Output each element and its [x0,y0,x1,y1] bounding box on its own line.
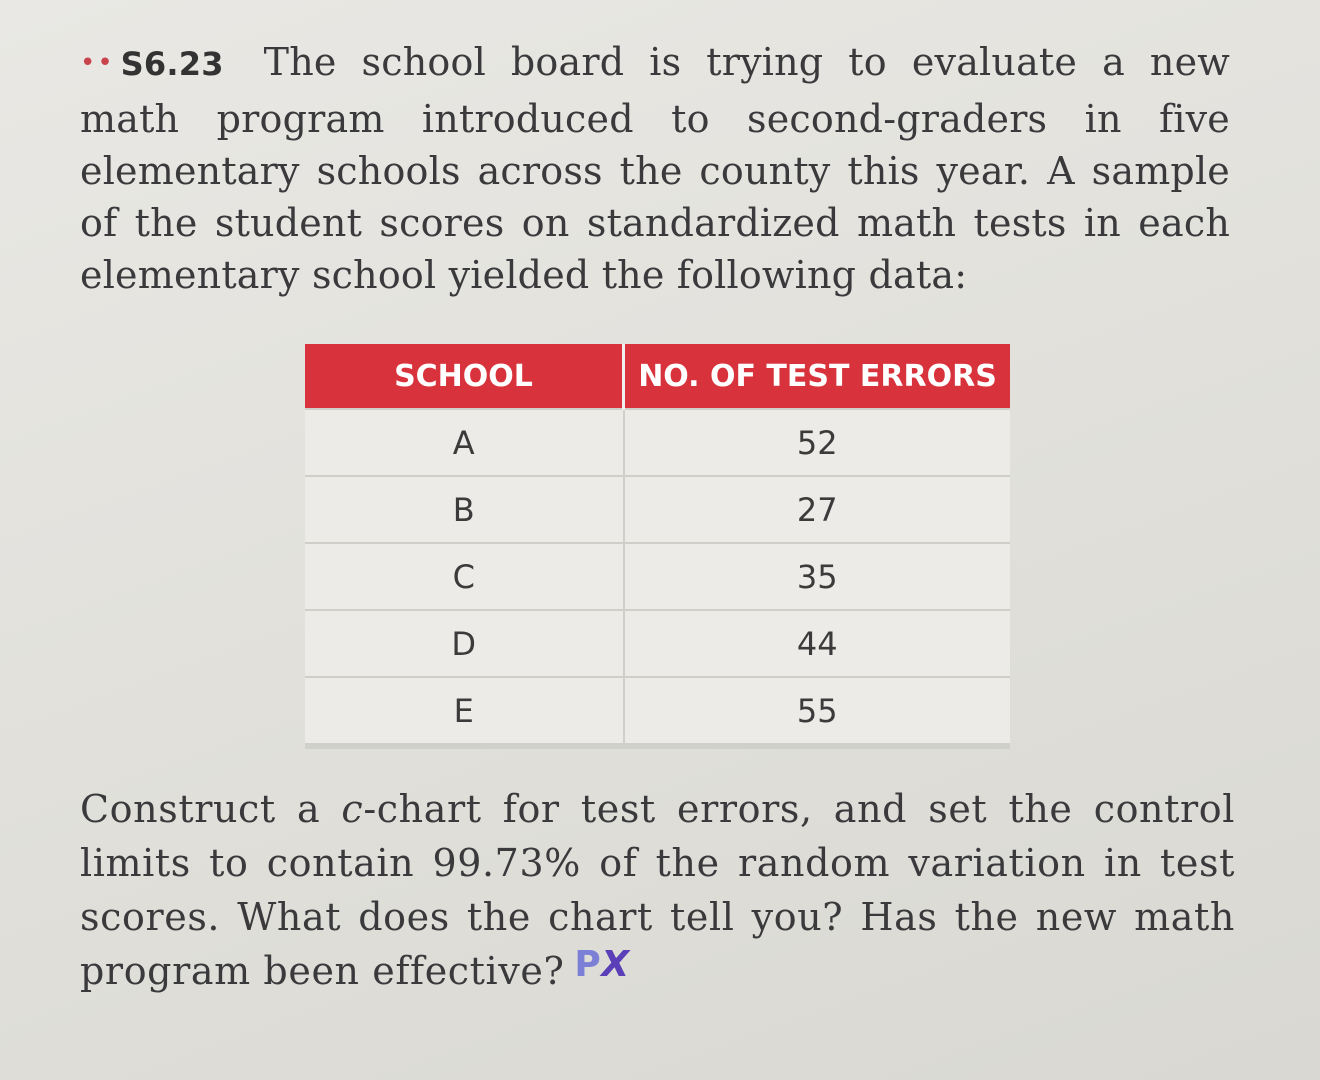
px-icon-x: X [601,944,630,985]
problem-text: The school board is trying to evaluate a new math program introduced to second-graders in five elementary schools across the county this year. A sample of the student scores on standardized math tests in each elementary school yielded the following data: [80,40,1230,297]
cell-errors: 55 [624,677,1011,743]
table-row [305,677,1010,743]
cell-errors: 35 [624,543,1011,610]
px-icon[interactable] [574,944,629,985]
question-text-after: -chart for test errors, and set the control limits to contain 99.73% of the random variation in test scores. What does the chart tell you? Has the new math program been effective? [80,787,1236,993]
question-text [80,782,1235,1000]
header-test-errors: NO. OF TEST ERRORS [624,344,1011,409]
table-row [305,409,1010,476]
table-row [305,476,1010,543]
header-school: SCHOOL [305,344,624,409]
table-header-row [305,344,1010,409]
difficulty-dots: •• [80,48,115,78]
problem-number: S6.23 [120,45,224,83]
data-table [305,344,1010,743]
cell-errors: 44 [624,610,1011,677]
problem-statement [80,36,1230,301]
cell-errors: 27 [624,476,1011,543]
cell-school: E [305,677,624,743]
question-text-before: Construct a [80,787,342,831]
cell-school: C [305,543,624,610]
data-table-wrapper [305,344,1010,749]
cell-school: D [305,610,624,677]
question-italic-c: c [341,787,364,831]
px-icon-p: P [574,944,602,985]
cell-errors: 52 [624,409,1011,476]
table-row [305,610,1010,677]
cell-school: B [305,476,624,543]
table-row [305,543,1010,610]
cell-school: A [305,409,624,476]
